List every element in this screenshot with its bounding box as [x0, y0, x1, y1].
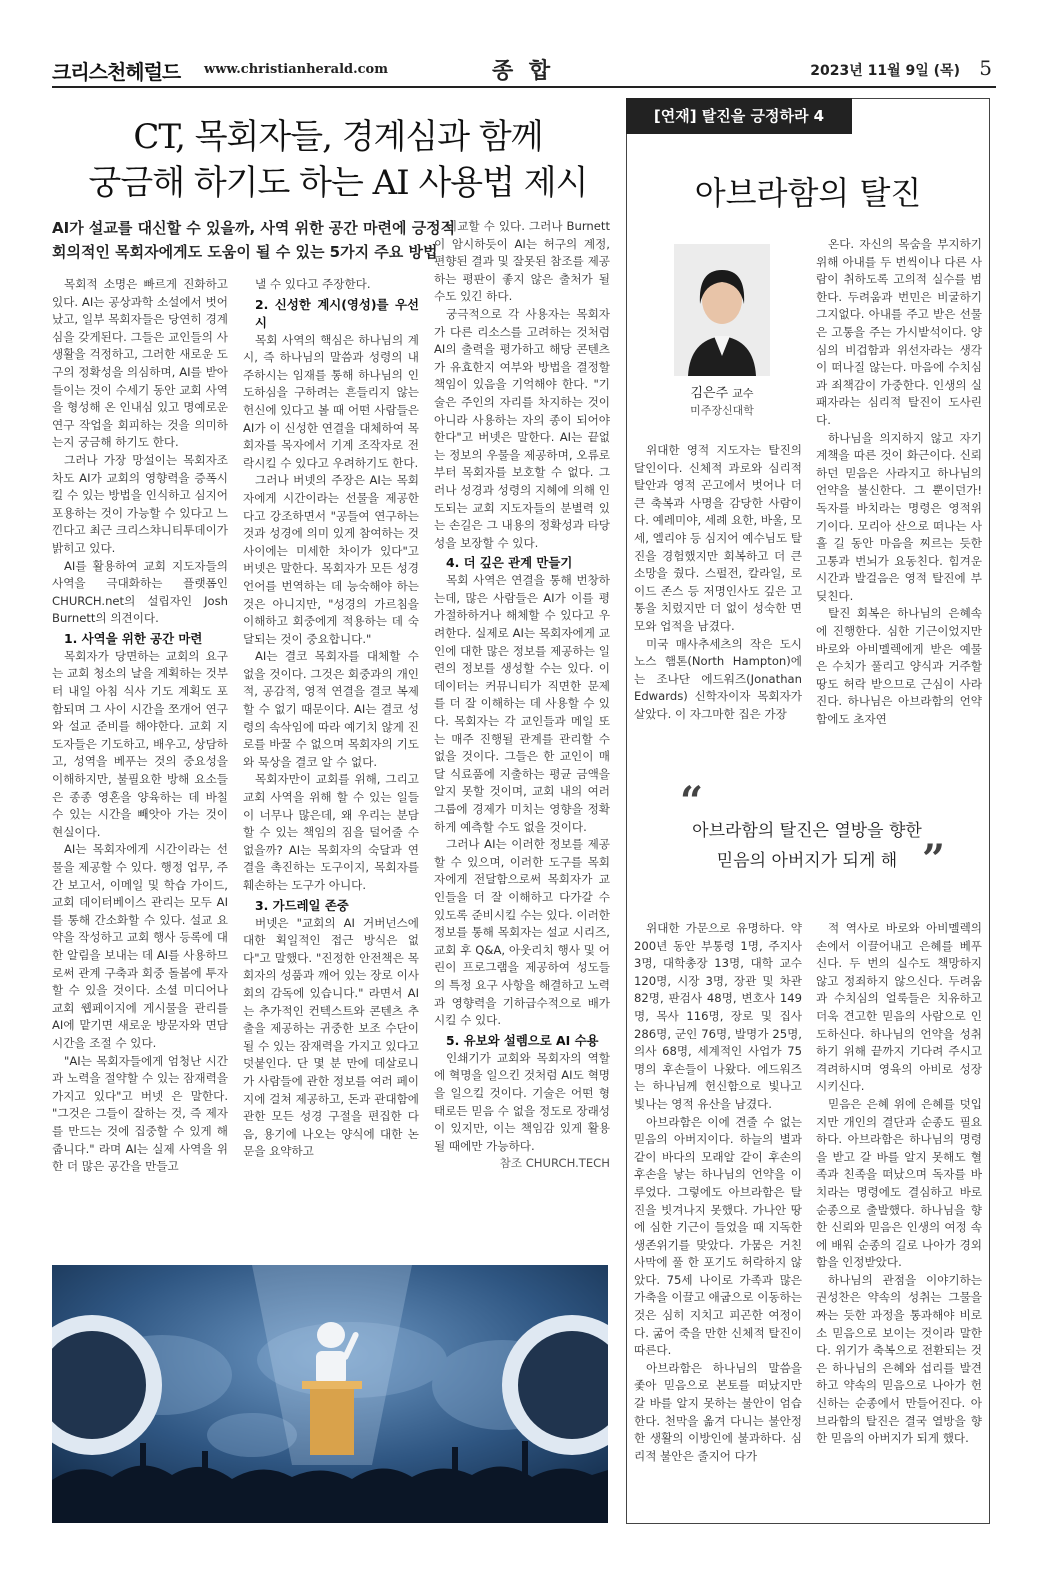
author-role: 교수 [732, 387, 754, 400]
series-column-1-top [634, 442, 802, 758]
illustration-svg [52, 1265, 608, 1523]
series-column-2-bottom [816, 920, 982, 1516]
subheading: 4. 더 깊은 관계 만들기 [446, 555, 573, 571]
close-quote-icon: ” [922, 836, 946, 883]
pull-quote [640, 778, 974, 890]
paragraph: 그러나 가장 망설이는 목회자조차도 AI가 교회의 영향력을 증폭시킬 수 있는 방법을 인식하고 심지어 포용하는 것이 가능할 수 있다고 느낀다고 최근 크리스챠니티투데이가 밝히고 있다. [52, 452, 228, 555]
paragraph: 비교할 수 있다. 그러나 Burnett이 암시하듯이 AI는 허구의 계정, 편향된 결과 및 잘못된 참조를 제공하는 평판이 좋지 않은 출처가 될 수도 있긴 하다. [434, 219, 610, 304]
headline-line-1: CT, 목회자들, 경계심과 함께 [133, 117, 543, 157]
paragraph: AI는 결코 목회자를 대체할 수 없을 것이다. 그것은 회중과의 개인적, 공감적, 영적 연결을 결코 복제할 수 없기 때문이다. AI는 결코 성령의 속삭임에 따라 예기치 않게 진로를 바꿀 수 없으며 목회자의 기도와 묵상을 결코 알 수 없다. [243, 649, 419, 769]
pull-quote-line-2: 믿음의 아버지가 되게 해 [716, 851, 898, 871]
source-note: 참조 CHURCH.TECH [499, 1156, 610, 1171]
series-column-2-top [816, 236, 982, 758]
series-label: [연재] 탈진을 긍정하라 4 [626, 98, 852, 134]
page-number: 5 [979, 56, 992, 80]
paragraph: 목회적 소명은 빠르게 진화하고 있다. AI는 공상과학 소설에서 벗어났고, 일부 목회자들은 당연히 경계심을 갖게된다. 그들은 교인들의 사생활을 걱정하고, 그러한 새로운 도구의 정확성을 의심하며, AI를 받아들이는 것이 수세기 동안 교회 사역을 형성해 온 인내심 있고 명예로운 연구 작업을 회피하는 것을 의미하는지 궁금해 하기도 한다. [52, 277, 228, 450]
subheading: 2. 신성한 계시(영성)를 우선시 [255, 296, 419, 330]
paragraph: 믿음은 은혜 위에 은혜를 덧입지만 개인의 결단과 순종도 필요하다. 아브라함은 하나님의 명령을 받고 갈 바를 알지 못해도 혈족과 친족을 떠났으며 독자를 바치라는 명령에도 결심하고 바로 순종으로 출발했다. 하나님을 향한 신뢰와 믿음은 인생의 여정 속에 배워 순종의 길로 나아가 경외함을 인정받았다. [816, 1096, 982, 1270]
paragraph: 탈진 회복은 하나님의 은혜속에 진행한다. 심한 기근이었지만 바로와 아비멜렉에게 받은 예물은 수치가 풀리고 양식과 거주할 땅도 허락 받으므로 근심이 사라진다. 하나님은 아브라함의 언약함에도 초자연 [816, 606, 982, 727]
paragraph: 목회 사역은 연결을 통해 번창하는데, 많은 사람들은 AI가 이를 평가절하하거나 해체할 수 있다고 우려한다. 실제로 AI는 목회자에게 교인에 대한 많은 정보를 제공하는 일련의 정보를 생성할 수는 있다. 이 데이터는 커뮤니티가 직면한 문제를 더 잘 이해하는 데 사용할 수 있다. 목회자는 각 교인들과 메일 또는 매주 진행될 관계를 관리할 수 없을 것이다. 그들은 한 교인이 매달 식료품에 지출하는 평균 금액을 알지 못할 것이며, 교회 내의 여러 그룹에 경제가 미치는 영향을 정확하게 예측할 수도 없을 것이다. [434, 573, 610, 834]
author-portrait [674, 244, 770, 376]
paragraph: 목회자가 당면하는 교회의 요구는 교회 청소의 날을 계획하는 것부터 내일 아침 식사 기도 계획도 포함되며 그 사이 시간을 쪼개어 연구와 설교 준비를 해야한다. 교회 지도자들은 기도하고, 배우고, 상담하고, 성역을 베푸는 것의 중요성을 이해하지만, 불필요한 방해 요소들은 종종 영혼을 양육하는 데 바칠 수 있는 시간을 빼앗아 가는 것이 현실이다. [52, 648, 228, 839]
author-name: 김은주 [690, 386, 729, 401]
paragraph: 궁극적으로 각 사용자는 목회자가 다른 리소스를 고려하는 것처럼 AI의 출력을 평가하고 해당 콘텐츠가 유효한지 여부와 방법을 결정할 책임이 있음을 기억해야 한다. "기술은 주인의 자리를 차지하는 것이 아니라 사용하는 자의 종이 되어야 한다"고 버넷은 말한다. AI는 끝없는 정보의 우물을 제공하며, 오류로부터 목회자를 보호할 수 없다. 그러나 성경과 성령의 지혜에 의해 인도되는 교회 지도자들의 분별력 있는 손길은 그 내용의 정확성과 타당성을 보장할 수 있다. [434, 306, 610, 550]
paragraph: 그러나 AI는 이러한 정보를 제공할 수 있으며, 이러한 도구를 목회자에게 전달함으로써 목회자가 교인들을 더 잘 이해하고 다가갈 수 있도록 준비시킬 수는 있다. 이러한 정보를 통해 목회자는 설교 시리즈, 교회 후 Q&A, 아웃리치 행사 및 어린이 프로그램을 제공하여 성도들의 특정 요구 사항을 해결하고 노력과 영향력을 기하급수적으로 배가시킬 수 있다. [434, 837, 610, 1028]
masthead-rule [52, 86, 996, 88]
subheading: 5. 유보와 설렘으로 AI 수용 [446, 1032, 599, 1048]
subhead-line-1: AI가 설교를 대신할 수 있을까, 사역 위한 공간 마련에 긍정적 [52, 219, 456, 237]
article-column-3 [434, 218, 610, 1258]
paragraph: 아브라함은 이에 견줄 수 없는 믿음의 아버지이다. 하늘의 별과 같이 바다의 모래알 같이 후손의 후손을 낳는 하나님의 언약을 이루었다. 그렇에도 아브라함은 탈진을 빗겨나지 못했다. 가나안 땅에 심한 기근이 들었을 때 지독한 생존위기를 맞았다. 가뭄은 거친 사막에 풀 한 포기도 허락하지 않았다. 75세 나이로 가족과 많은 가축을 이끌고 애굽으로 이동하는 것은 심히 지치고 피곤한 여정이다. 굶어 죽을 만한 신체적 탈진이 따른다. [634, 1114, 802, 1358]
paragraph: 버넷은 "교회의 AI 거버넌스에 대한 획일적인 접근 방식은 없다"고 말했다. "진정한 안전책은 목회자의 성품과 깨어 있는 장로 이사회의 감독에 있습니다." 라면서 AI는 추가적인 컨텍스트와 콘텐츠 추출을 제공하는 귀중한 보조 수단이 될 수 있는 잠재력을 가지고 있다고 덧붙인다. 단 몇 분 만에 데살로니가 사람들에 관한 정보를 여러 페이지에 걸쳐 제공하고, 돈과 관대함에 관한 모든 성경 구절을 편집한 다음, 용기에 나오는 양식에 대한 논문을 요약하고 [243, 915, 419, 1159]
paragraph: AI는 목회자에게 시간이라는 선물을 제공할 수 있다. 행정 업무, 주간 보고서, 이메일 및 학습 가이드, 교회 데이터베이스 관리는 모두 AI를 통해 간소화할 수 있다. 설교 요약을 작성하고 교회 행사 등록에 대한 알림을 보내는 데 AI를 사용하므로써 관계 구축과 회중 돌봄에 투자할 수 있을 것이다. 소셜 미디어나 교회 웹페이지에 게시물을 관리를 AI에 맡기면 새로운 방문자와 면담 시간을 조절 수 있다. [52, 842, 228, 1050]
series-column-1-bottom [634, 920, 802, 1516]
author-affiliation: 미주장신대학 [690, 404, 754, 417]
author-byline [626, 382, 818, 401]
series-title: 아브라함의 탈진 [694, 174, 922, 212]
paragraph: 위대한 영적 지도자는 탈진의 달인이다. 신체적 과로와 심리적 탈안과 영적 곤고에서 벗어나 더 큰 축복과 사명을 감당한 사람이다. 예레미야, 세례 요한, 바울, 모세, 엘리야 등 심지어 예수님도 탈진을 경험했지만 회복하고 더 큰 소망을 줬다. 스펄전, 칼라일, 로이드 존스 등 저명인사도 깊은 고통을 치렀지만 더 없이 성숙한 면모와 업적을 남겼다. [634, 443, 802, 633]
paragraph: 온다. 자신의 목숨을 부지하기 위해 아내를 두 번씩이나 다른 사람이 취하도록 고의적 실수를 범한다. 두려움과 번민은 비굴하기 그지없다. 아내를 주고 받은 선물은 고통을 주는 가시밭석이다. 양심의 비겁함과 위선자라는 생각이 떠나질 않는다. 마음에 수치심과 죄책감이 가중한다. 인생의 실패자라는 심리적 탈진이 도사린다. [816, 237, 982, 427]
article-headline [52, 114, 624, 206]
subheading: 1. 사역을 위한 공간 마련 [64, 630, 203, 646]
subheading: 3. 가드레일 존중 [255, 897, 349, 913]
paragraph: 목회자만이 교회를 위해, 그리고 교회 사역을 위해 할 수 있는 일들이 너무나 많은데, 왜 우리는 분담할 수 있는 책임의 짐을 덜어줄 수 없을까? AI는 목회자의 숙달과 연결을 촉진하는 도구이지, 목회자를 훼손하는 도구가 아니다. [243, 772, 419, 892]
article-column-1 [52, 276, 228, 1258]
paragraph: 적 역사로 바로와 아비멜렉의 손에서 이끌어내고 은혜를 베푸신다. 두 번의 실수도 책망하지 않고 정죄하지 않으신다. 두려움과 수치심의 얼룩들은 치유하고 더욱 견고한 믿음의 사람으로 인도하신다. 하나님의 언약을 성취하기 위해 끝까지 기다려 주시고 격려하시며 영육의 아비로 성장시키신다. [816, 921, 982, 1094]
issue-date: 2023년 11월 9일 (목) [810, 63, 960, 79]
masthead [52, 52, 996, 86]
author-photo [674, 244, 770, 376]
paragraph: 낼 수 있다고 주장한다. [255, 277, 371, 291]
article-column-2 [243, 276, 419, 1258]
paragraph: 미국 매사추세츠의 작은 도시 노스 햄톤(North Hampton)에는 조나단 에드워즈(Jonathan Edwards) 신학자이자 목회자가 살았다. 이 자그마한 집은 가장 [634, 636, 802, 721]
section-name: 종 합 [492, 59, 555, 84]
paragraph: 목회 사역의 핵심은 하나님의 계시, 즉 하나님의 말씀과 성령의 내주하시는 임재를 통해 하나님의 인도하심을 구하려는 흔들리지 않는 헌신에 있다고 볼 때 어떤 사람들은 AI가 이 신성한 연결을 대체하여 목회자를 목자에서 기계 조작자로 전락시킬 수 있다고 우려하기도 한다. [243, 332, 419, 470]
newspaper-logo: 크리스천헤럴드 [52, 60, 181, 84]
open-quote-icon: “ [680, 778, 704, 825]
paragraph: 하나님을 의지하지 않고 자기 계책을 따른 것이 화근이다. 신뢰하던 믿음은 사라지고 하나님의 언약을 불신한다. 그 뿐이던가! 독자를 바치라는 명령은 영적위기이다. 모리아 산으로 떠나는 사흘 길 동안 마음을 찌르는 듯한 고통과 번뇌가 요동친다. 힘겨운 시간과 발걸음은 영적 탈진에 부딪친다. [816, 430, 982, 603]
paragraph: AI를 활용하여 교회 지도자들의 사역을 극대화하는 플랫폼인 CHURCH.net의 설립자인 Josh Burnett의 의견이다. [52, 558, 228, 626]
paragraph: "AI는 목회자들에게 엄청난 시간과 노력을 절약할 수 있는 잠재력을 가지고 있다"고 버넷 은 말한다. "그것은 그들이 잘하는 것, 즉 제자를 만드는 것에 집중할 수 있게 해줍니다." 라며 AI는 실제 사역을 위한 더 많은 공간을 만들고 [52, 1053, 228, 1174]
paragraph: 그러나 버넷의 주장은 AI는 목회자에게 시간이라는 선물을 제공한다고 강조하면서 "공들여 연구하는 것과 성경에 의미 있게 참여하는 것 사이에는 미세한 차이가 있다"고 버넷은 말한다. 목회자가 모든 성경 언어를 번역하는 데 능숙해야 하는 것은 아니지만, "성경의 가르침을 이해하고 회중에게 적용하는 데 숙달되는 것이 중요합니다." [243, 473, 419, 646]
paragraph: 하나님의 관점을 이야기하는 권성찬은 약속의 성취는 그물을 짜는 듯한 과정을 통과해야 비로소 믿음으로 보이는 것이라 말한다. 위기가 축복으로 전환되는 것은 하나님의 은혜와 섭리를 발견하고 약속의 믿음으로 나아가 헌신하는 순종에서 만들어진다. 아브라함의 탈진은 결국 열방을 향한 믿음의 아버지가 되게 했다. [816, 1272, 982, 1446]
ai-preacher-illustration [52, 1265, 608, 1523]
pull-quote-line-1: 아브라함의 탈진은 열방을 향한 [692, 821, 922, 841]
paragraph: 인쇄기가 교회와 목회자의 역할에 혁명을 일으킨 것처럼 AI도 혁명을 일으킬 것이다. 기술은 어떤 형태로든 믿음 수 없을 정도로 장래성이 있지만, 이는 책임감 있게 활용될 때에만 가능하다. [434, 1050, 610, 1153]
subhead-line-2: 회의적인 목회자에게도 도움이 될 수 있는 5가지 주요 방법 [52, 243, 438, 261]
paragraph: 아브라함은 하나님의 말씀을 좇아 믿음으로 본토를 떠났지만 갈 바를 알지 못하는 불안이 엄습한다. 천막을 옮겨 다니는 불안정한 생활의 이방인에 불과하다. 심리적 불안은 줄지어 다가 [634, 1360, 802, 1463]
headline-line-2: 궁금해 하기도 하는 AI 사용법 제시 [88, 163, 588, 203]
podium [302, 1381, 362, 1455]
paragraph: 위대한 가문으로 유명하다. 약 200년 동안 부통령 1명, 주지사 3명, 대학총장 13명, 대학 교수 120명, 시장 3명, 장관 및 차관 82명, 판검사 48명, 변호사 149명, 목사 116명, 장로 및 집사 286명, 군인 76명, 발명가 25명, 의사 68명, 세계적인 사업가 75명의 후손들이 나왔다. 에드워즈는 하나님께 헌신함으로 빛나고 빛나는 영적 유산을 남겼다. [634, 921, 802, 1111]
website-url[interactable]: www.christianherald.com [204, 62, 388, 77]
